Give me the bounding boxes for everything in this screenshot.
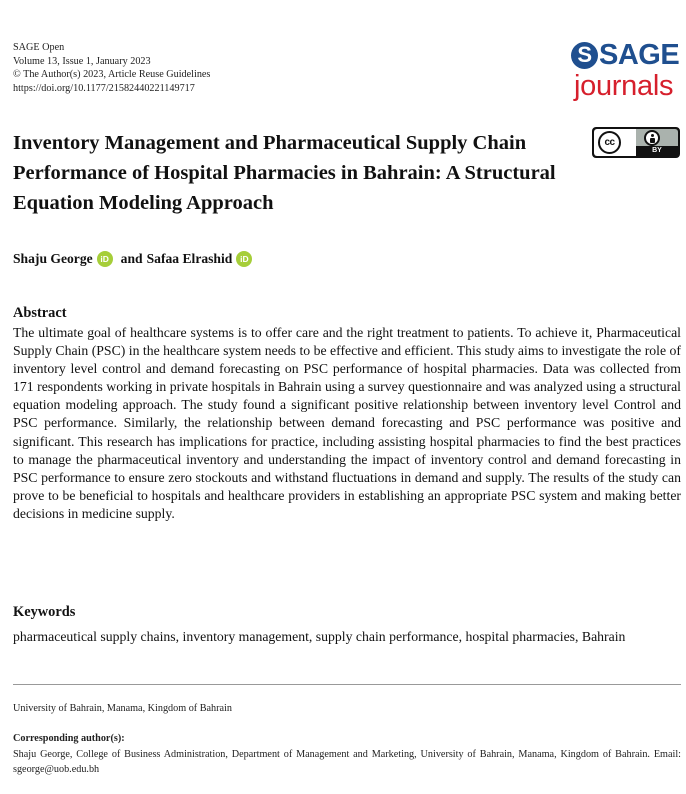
author-conjunction: and: [120, 251, 143, 266]
cc-badge-left: [594, 129, 636, 156]
cc-badge-right: [636, 129, 678, 156]
author-list: [13, 251, 260, 267]
corresponding-author-details: Shaju George, College of Business Administration, Department of Management and Marketing, University of Bahrain, Manama, Kingdom of Bahrain. Email: sgeorge@uob.edu.bh: [13, 749, 681, 775]
journal-volume: Volume 13, Issue 1, January 2023: [13, 55, 151, 67]
journal-copyright[interactable]: © The Author(s) 2023, Article Reuse Guidelines: [13, 69, 211, 81]
abstract-text: The ultimate goal of healthcare systems is to offer care and the right treatment to patients. To achieve it, Pharmaceutical Supply Chain (PSC) in the healthcare system needs to be effective and efficient. This study aims to investigate the role of inventory level control and demand forecasting on PSC performance of hospital pharmacies. Data was collected from 171 respondents working in private hospitals in Bahrain using a survey questionnaire and was analyzed using a structural equation modeling approach. The study found a significant positive relationship between inventory level Control and PSC performance. Similarly, the relationship between demand forecasting and PSC performance was positive and significant. This research has implications for practice, including assisting hospital pharmacies to find the best practices to manage the pharmaceutical inventory and understanding the impact of inventory control and demand forecasting in PSC performance to ensure zero stockouts and withstand fluctuations in demand and supply. The results of the study can prove to be beneficial to hospitals and healthcare providers in establishing an appropriate PSC system and making better decisions in medicine supply.: [13, 325, 681, 521]
cc-by-license-badge[interactable]: [592, 127, 680, 158]
author-affiliation: University of Bahrain, Manama, Kingdom of Bahrain: [13, 703, 232, 714]
journals-wordmark: journals: [574, 70, 674, 102]
keywords-text: pharmaceutical supply chains, inventory management, supply chain performance, hospital pharmacies, Bahrain: [13, 629, 626, 644]
orcid-icon[interactable]: iD: [97, 251, 113, 267]
sage-logo-wordmark: [571, 40, 683, 70]
orcid-icon[interactable]: iD: [236, 251, 252, 267]
sage-wordmark: SAGE: [599, 39, 680, 71]
by-label: BY: [636, 146, 678, 156]
person-head: [651, 134, 654, 137]
keywords-heading: Keywords: [13, 604, 76, 620]
sage-journals-logo[interactable]: [571, 40, 683, 104]
creative-commons-icon: cc: [598, 131, 621, 154]
author-name[interactable]: Safaa Elrashid: [146, 251, 233, 266]
abstract-heading: Abstract: [13, 305, 67, 321]
footer-divider: [13, 684, 681, 685]
journal-meta: [13, 41, 343, 95]
journal-name: SAGE Open: [13, 42, 65, 53]
article-title: Inventory Management and Pharmaceutical Supply Chain Performance of Hospital Pharmacies in Bahrain: A Structural Equation Modeling Approach: [13, 132, 556, 214]
corresponding-author-label: Corresponding author(s):: [13, 733, 125, 744]
sage-s-icon: S: [571, 42, 598, 69]
journal-doi-link[interactable]: https://doi.org/10.1177/21582440221149717: [13, 82, 195, 94]
attribution-person-icon: [644, 130, 660, 146]
person-body: [650, 138, 655, 143]
author-name[interactable]: Shaju George: [13, 251, 93, 266]
